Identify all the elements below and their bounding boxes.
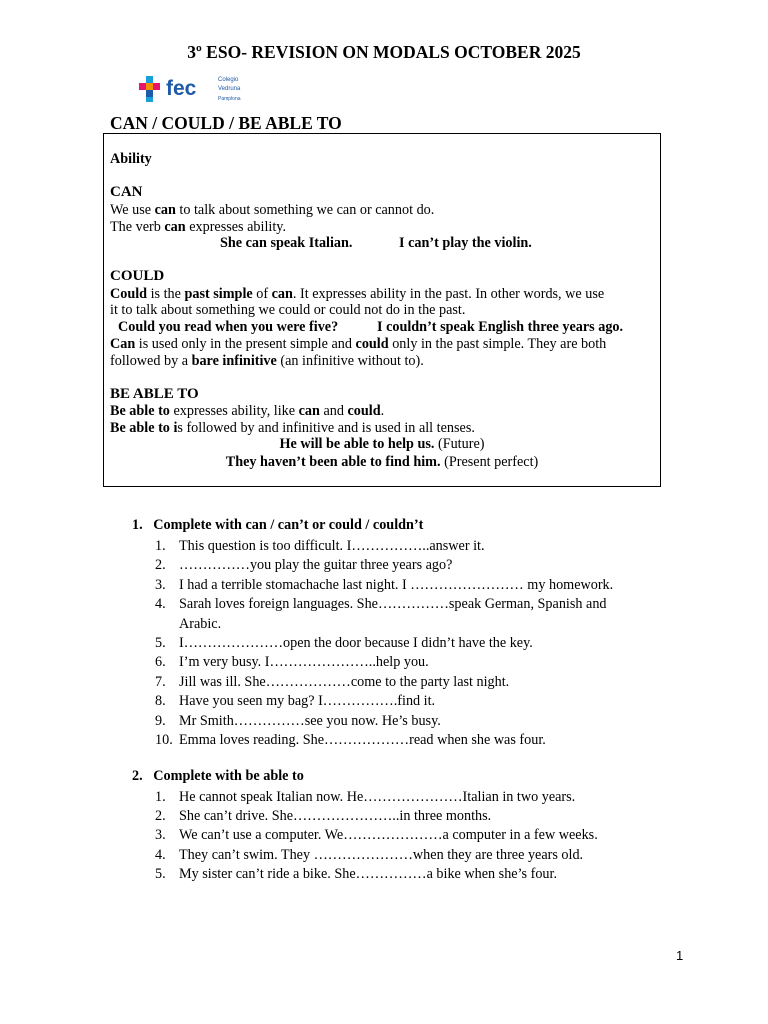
exercise-1-item (155, 692, 435, 711)
exercise-1-number: 1. (132, 517, 143, 533)
school-logo (136, 72, 256, 104)
could-line-1: Could is the past simple of can. It expresses ability in the past. In other words, we use (110, 286, 605, 302)
exercise-1-item (155, 537, 485, 556)
can-heading: CAN (110, 184, 143, 200)
exercise-1-item-number: 1. (155, 538, 166, 554)
logo-line-3: Pamplona (218, 96, 241, 102)
page-number: 1 (676, 948, 684, 963)
document-title: 3º ESO- REVISION ON MODALS OCTOBER 2025 (187, 42, 581, 62)
exercise-1-item-number: 8. (155, 693, 166, 710)
exercise-2-item-number: 5. (155, 865, 166, 882)
exercise-2-item-text: He cannot speak Italian now. He…………………Italian in two years. (179, 789, 576, 805)
exercise-1-item-number: 3. (155, 576, 166, 593)
exercise-1-item (155, 576, 613, 595)
exercise-1-item-text: Emma loves reading. She………………read when she was four. (179, 732, 546, 748)
be-able-example-1: He will be able to help us. (Future) (279, 436, 485, 452)
exercise-1-item-number: 6. (155, 654, 166, 671)
could-line-4: followed by a bare infinitive (an infinitive without to). (110, 353, 424, 369)
exercise-1-item-number: 2. (155, 557, 166, 574)
exercise-1-item-text: Sarah loves foreign languages. She……………speak German, Spanish and (179, 596, 607, 613)
ability-heading: Ability (110, 151, 152, 167)
exercise-1-item (155, 731, 546, 750)
exercise-2-item-text: She can’t drive. She…………………..in three months. (179, 808, 492, 825)
exercise-1-item-text: Jill was ill. She………………come to the party last night. (179, 673, 510, 690)
exercise-1-item (155, 556, 452, 575)
exercise-1-item (155, 595, 607, 614)
be-able-example-2: They haven’t been able to find him. (Present perfect) (225, 454, 539, 470)
exercise-2-number: 2. (132, 768, 143, 784)
exercise-1-item-number: 5. (155, 635, 166, 651)
could-line-3: Can is used only in the present simple and could only in the past simple. They are both (110, 336, 607, 352)
can-line-2: The verb can expresses ability. (110, 219, 286, 235)
exercise-1-item-number: 7. (155, 673, 166, 690)
exercise-1-item-text: Mr Smith……………see you now. He’s busy. (179, 712, 441, 729)
exercise-1-item (155, 712, 441, 731)
exercise-2-item (155, 826, 598, 845)
exercise-1-item-text: Have you seen my bag? I…………….find it. (179, 693, 436, 710)
could-example-2: I couldn’t speak English three years ago. (377, 319, 624, 335)
can-example-2: I can’t play the violin. (399, 235, 532, 251)
can-line-1: We use can to talk about something we can or cannot do. (110, 202, 435, 218)
exercise-2-item-number: 1. (155, 789, 166, 805)
be-able-line-2: Be able to is followed by and infinitive and is used in all tenses. (110, 420, 475, 436)
exercise-1-item-text: ……………you play the guitar three years ago? (179, 557, 453, 574)
can-example-1: She can speak Italian. (220, 235, 353, 251)
exercise-1-item (155, 673, 509, 692)
exercise-2-item (155, 846, 583, 865)
exercise-1-item (155, 615, 221, 634)
exercise-2-title (132, 768, 304, 785)
exercise-1-item-text: I had a terrible stomachache last night. I …………………… my homework. (179, 576, 614, 593)
could-example-1: Could you read when you were five? (118, 319, 339, 335)
logo-line-1: Colegio (218, 77, 239, 83)
exercise-2-item-number: 2. (155, 808, 166, 825)
exercise-1-item-number: 9. (155, 712, 166, 729)
be-able-heading: BE ABLE TO (110, 386, 199, 402)
exercise-1-item-number: 10. (155, 732, 173, 748)
exercise-1-item-text: Arabic. (179, 615, 222, 632)
could-heading: COULD (110, 268, 165, 284)
exercise-1-item-text: I’m very busy. I…………………..help you. (179, 654, 429, 671)
exercise-2-item (155, 807, 491, 826)
exercise-1-item-text: This question is too difficult. I……………..answer it. (179, 538, 485, 554)
exercise-2-item-number: 3. (155, 827, 166, 844)
exercise-1-heading: Complete with can / can’t or could / couldn’t (153, 517, 424, 533)
logo-line-2: Vedruna (218, 86, 241, 92)
exercise-1-item-text: I…………………open the door because I didn’t have the key. (179, 635, 533, 651)
exercise-1-item (155, 634, 533, 653)
exercise-2-item (155, 788, 575, 807)
exercise-1-item (155, 653, 429, 672)
exercise-2-item-text: My sister can’t ride a bike. She……………a bike when she’s four. (179, 865, 557, 882)
could-line-2: it to talk about something we could or could not do in the past. (110, 302, 466, 318)
exercise-2-item-text: We can’t use a computer. We…………………a computer in a few weeks. (179, 827, 598, 844)
exercise-2-item (155, 865, 557, 884)
exercise-2-heading: Complete with be able to (153, 768, 304, 784)
exercise-2-item-text: They can’t swim. They …………………when they are three years old. (179, 846, 584, 863)
exercise-1-title (132, 517, 423, 534)
theory-box (103, 133, 661, 487)
section-heading: CAN / COULD / BE ABLE TO (110, 113, 342, 133)
exercise-1-item-number: 4. (155, 596, 166, 613)
be-able-line-1: Be able to expresses ability, like can and could. (110, 403, 385, 419)
exercise-2-item-number: 4. (155, 846, 166, 863)
fec-cross-icon (136, 72, 256, 106)
brand-name: fec (166, 77, 197, 100)
